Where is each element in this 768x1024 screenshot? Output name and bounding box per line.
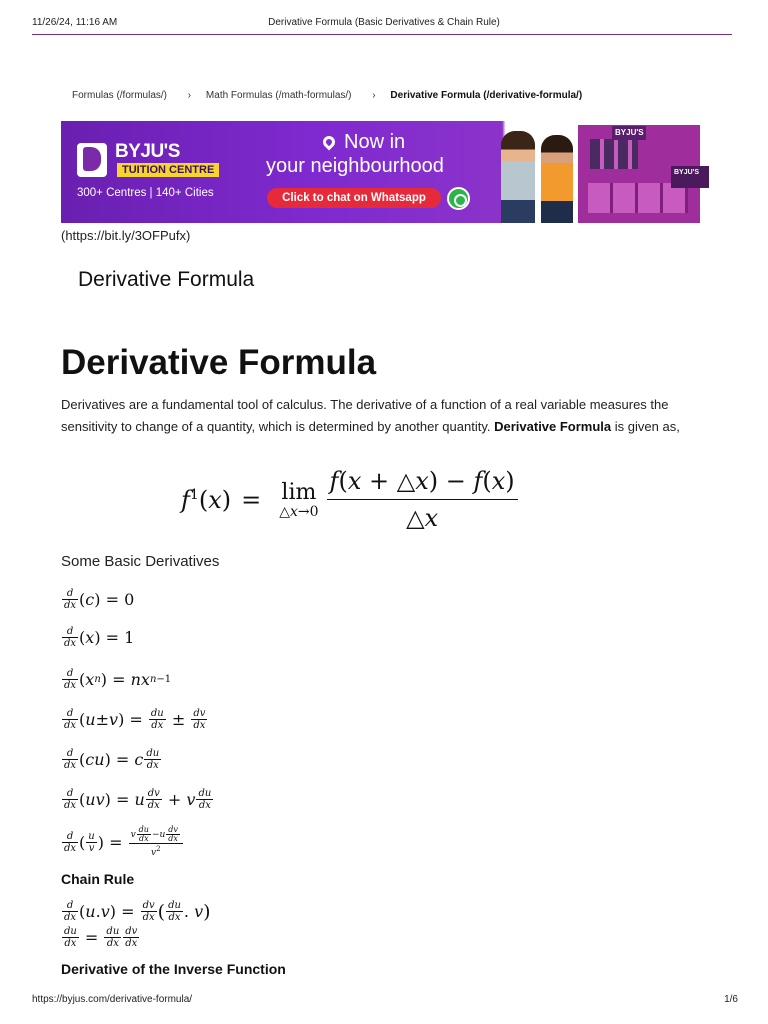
whatsapp-icon[interactable] xyxy=(447,187,470,210)
byjus-logo-mark-icon xyxy=(83,147,101,171)
derivative-rule-constant: $\frac{d}{dx}$ ( c ) = 0 xyxy=(64,588,135,611)
intro-text: Derivatives are a fundamental tool of calculus. The derivative of a function of a real variable measures the sensitivity to change of a quantity, which is determined by another quantity. xyxy=(61,397,669,434)
intro-paragraph xyxy=(61,394,711,437)
header-divider xyxy=(32,34,732,35)
article-subtitle: Derivative Formula xyxy=(78,268,255,291)
location-pin-icon xyxy=(321,134,338,151)
banner-headline-1: Now in xyxy=(344,131,406,153)
intro-bold: Derivative Formula xyxy=(494,418,612,434)
chain-rule-heading: Chain Rule xyxy=(61,871,135,887)
inverse-function-heading: Derivative of the Inverse Function xyxy=(61,961,286,977)
chain-rule-formula-2: $\frac{du}{dx}$ = $\frac{du}{dx}$ $\frac{dv}{dx}$ xyxy=(64,926,138,949)
page-title: Derivative Formula xyxy=(61,343,377,382)
banner-centres: 300+ Centres | 140+ Cities xyxy=(77,187,214,199)
print-page-title: Derivative Formula (Basic Derivatives & Chain Rule) xyxy=(268,17,500,28)
banner-headline-2: your neighbourhood xyxy=(266,155,444,177)
whatsapp-chat-button[interactable]: Click to chat on Whatsapp xyxy=(267,188,441,208)
building-sign: BYJU'S xyxy=(671,166,709,188)
derivative-rule-identity: $\frac{d}{dx}$ ( x ) = 1 xyxy=(64,626,135,649)
derivative-rule-sum: $\frac{d}{dx}$ ( u ± v ) = $\frac{du}{dx}$ ± $\frac{dv}{dx}$ xyxy=(64,708,206,731)
student-photo xyxy=(541,135,573,223)
derivative-rule-quotient: $\frac{d}{dx}$ ( $\frac{u}{v}$ ) = v $\frac{du}{dx}$ −u $\frac{dv}{dx}$ $v^2$ xyxy=(61,826,184,858)
basic-derivatives-heading: Some Basic Derivatives xyxy=(61,553,220,570)
banner-tagline: TUITION CENTRE xyxy=(117,163,219,177)
print-url: https://byjus.com/derivative-formula/ xyxy=(32,994,193,1005)
banner-link[interactable]: (https://bit.ly/3OFPufx) xyxy=(61,228,191,243)
derivative-definition-formula: $f^1(x)$ = lim △x→0 $\frac{f(x + \triangle x) - f(x)}{\triangle x}$ xyxy=(181,466,518,533)
banner-brand: BYJU'S xyxy=(115,141,180,162)
derivative-rule-product: $\frac{d}{dx}$ ( uv ) = u $\frac{dv}{dx}$ + v $\frac{du}{dx}$ xyxy=(64,788,212,811)
breadcrumb-current[interactable]: Derivative Formula (/derivative-formula/) xyxy=(390,90,583,101)
breadcrumb-link-formulas[interactable]: Formulas (/formulas/) xyxy=(72,90,168,101)
page-number: 1/6 xyxy=(724,994,738,1005)
intro-after-bold: is given as, xyxy=(611,418,680,434)
derivative-rule-constant-multiple: $\frac{d}{dx}$ ( cu ) = c $\frac{du}{dx}$ xyxy=(64,748,160,771)
building-sign: BYJU'S xyxy=(612,126,646,140)
chain-rule-formula-1: $\frac{d}{dx}$ ( u . v ) = $\frac{dv}{dx}$ ( $\frac{du}{dx}$ . v ) xyxy=(64,900,211,923)
chevron-right-icon: › xyxy=(372,90,376,101)
breadcrumb-link-math-formulas[interactable]: Math Formulas (/math-formulas/) xyxy=(205,90,352,101)
print-header xyxy=(0,0,768,36)
print-footer xyxy=(0,994,768,1014)
student-photo xyxy=(501,131,535,223)
chevron-right-icon: › xyxy=(187,90,192,101)
tuition-centre-banner[interactable] xyxy=(61,121,710,223)
breadcrumb xyxy=(72,90,582,101)
derivative-rule-power: $\frac{d}{dx}$ ( x n ) = nx n−1 xyxy=(64,668,172,691)
print-datetime: 11/26/24, 11:16 AM xyxy=(32,17,118,28)
